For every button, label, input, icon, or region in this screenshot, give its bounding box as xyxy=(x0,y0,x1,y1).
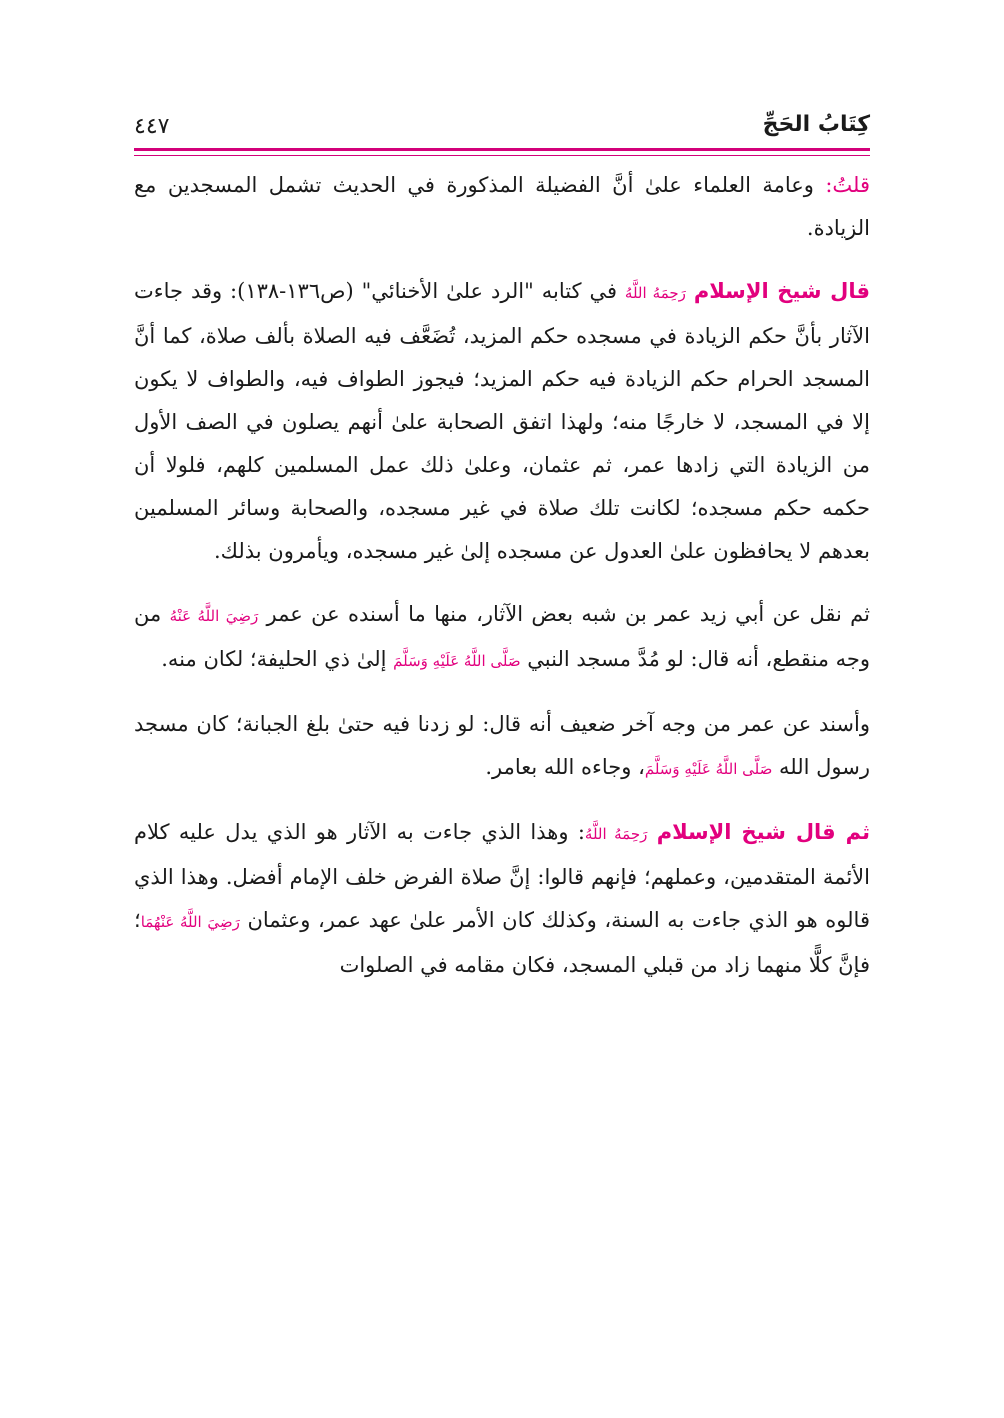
paragraph-3 xyxy=(134,593,870,683)
paragraph-4 xyxy=(134,703,870,791)
paragraph-text: في كتابه "الرد علىٰ الأخنائي" (ص١٣٦-١٣٨): وقد جاءت الآثار بأنَّ حكم الزيادة في مسجده حكم المزيد، تُضَعَّف فيه الصلاة بألف صلاة، كما أنَّ المسجد الحرام حكم الزيادة فيه حكم المزيد؛ فيجوز الطواف فيه، والطواف لا يكون إلا في المسجد، لا خارجًا منه؛ ولهذا اتفق الصحابة علىٰ أنهم يصلون في الصف الأول من الزيادة التي زادها عمر، ثم عثمان، وعلىٰ ذلك عمل المسلمين كلهم، فلولا أن حكمه حكم مسجده؛ لكانت تلك صلاة في غير مسجده، والصحابة وسائر المسلمين بعدهم لا يحافظون علىٰ العدول عن مسجده إلىٰ غير مسجده، ويأمرون بذلك. xyxy=(134,279,870,563)
honorific-glyph: رَحِمَهُ اللَّهُ xyxy=(624,284,686,302)
paragraph-5 xyxy=(134,811,870,987)
paragraph-text: وعامة العلماء علىٰ أنَّ الفضيلة المذكورة في الحديث تشمل المسجدين مع الزيادة. xyxy=(134,173,870,240)
paragraph-1 xyxy=(134,164,870,250)
honorific-glyph: رَضِيَ اللَّهُ عَنْهُمَا xyxy=(140,913,240,931)
header-rule-thin xyxy=(134,155,870,156)
page-header xyxy=(134,108,870,148)
header-rule-thick xyxy=(134,148,870,151)
paragraph-text: من وجه منقطع، أنه قال: لو مُدَّ مسجد النبي xyxy=(134,602,870,671)
page-number: ٤٤٧ xyxy=(134,114,170,139)
paragraph-text: ، وجاءه الله بعامر. xyxy=(485,755,645,779)
honorific-glyph: رَحِمَهُ اللَّهُ xyxy=(584,825,648,843)
honorific-glyph: رَضِيَ اللَّهُ عَنْهُ xyxy=(169,607,259,625)
paragraph-lead: قلتُ: xyxy=(825,173,870,197)
paragraph-text: ثم نقل عن أبي زيد عمر بن شبه بعض الآثار، منها ما أسنده عن عمر xyxy=(258,602,870,626)
paragraph-text: إلىٰ ذي الحليفة؛ لكان منه. xyxy=(161,647,394,671)
paragraph-lead: قال شيخ الإسلام xyxy=(693,279,870,303)
honorific-glyph: صَلَّى اللَّهُ عَلَيْهِ وَسَلَّمَ xyxy=(644,760,773,778)
honorific-glyph: صَلَّى اللَّهُ عَلَيْهِ وَسَلَّمَ xyxy=(393,652,521,670)
body-text xyxy=(134,164,870,987)
paragraph-2 xyxy=(134,270,870,573)
paragraph-text: ؛ فإنَّ كلًّا منهما زاد من قبلي المسجد، فكان مقامه في الصلوات xyxy=(134,908,870,977)
paragraph-lead: ثم قال شيخ الإسلام xyxy=(656,820,871,844)
paragraph-text: : وهذا الذي جاءت به الآثار هو الذي يدل عليه كلام الأئمة المتقدمين، وعملهم؛ فإنهم قالوا: إنَّ صلاة الفرض خلف الإمام أفضل. وهذا الذي قالوه هو الذي جاءت به السنة، وكذلك كان الأمر علىٰ عهد عمر، وعثمان xyxy=(134,820,870,932)
paragraph-text: وأسند عن عمر من وجه آخر ضعيف أنه قال: لو زدنا فيه حتىٰ بلغ الجبانة؛ كان مسجد رسول الله xyxy=(134,712,870,779)
chapter-title: كِتَابُ الحَجِّ xyxy=(762,112,870,137)
